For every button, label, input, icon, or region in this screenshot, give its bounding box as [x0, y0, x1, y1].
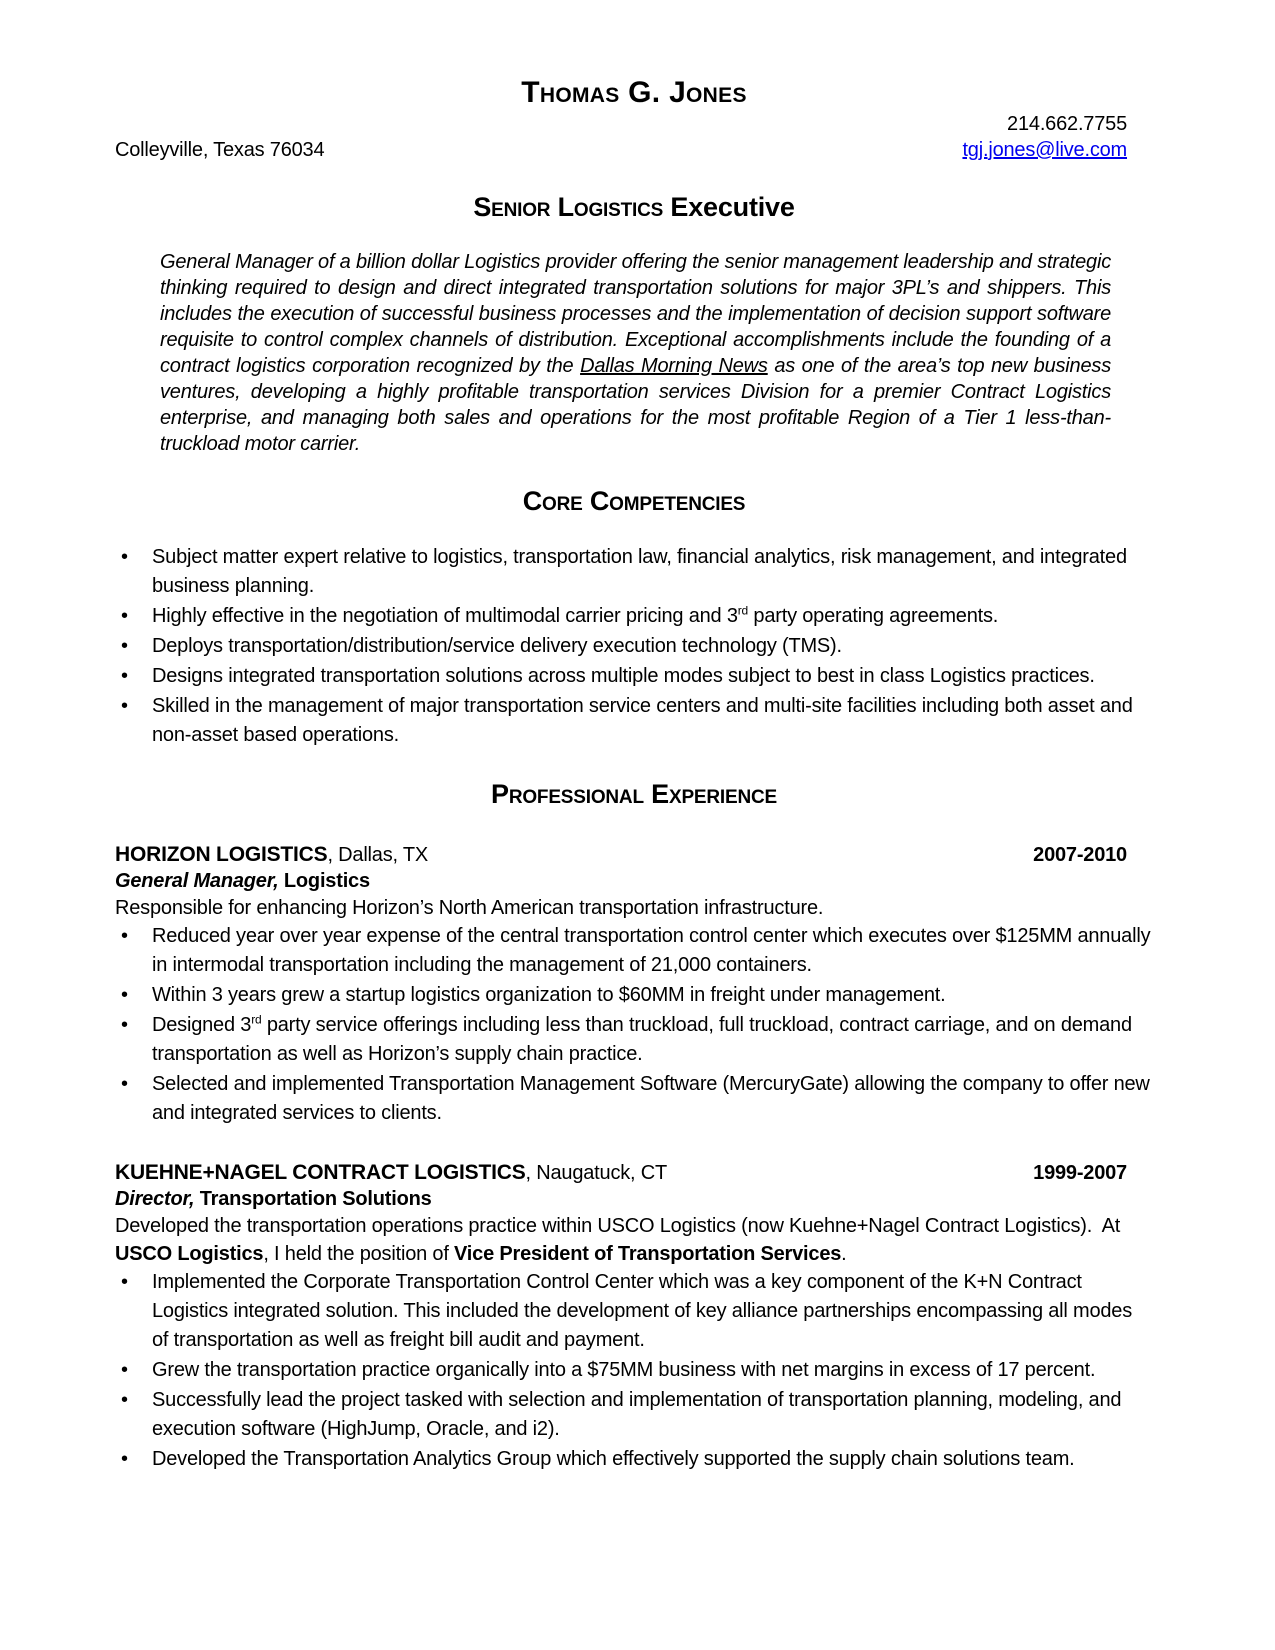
location-text: Colleyville, Texas 76034 — [115, 139, 325, 161]
bullet-icon: • — [121, 695, 128, 717]
contact-location-row — [115, 137, 1153, 163]
headline-rest: Executive — [663, 192, 795, 222]
list-item — [115, 922, 1153, 980]
bullet-text: Skilled in the management of major transportation service centers and multi-site facilities including both asset and non-asset based operations. — [152, 695, 1133, 746]
bullet-text: Subject matter expert relative to logistics, transportation law, financial analytics, risk management, and integrated business planning. — [152, 546, 1127, 597]
job-header-row — [115, 842, 1153, 868]
bullet-text: Reduced year over year expense of the central transportation control center which executes over $125MM annually in intermodal transportation including the management of 21,000 containers. — [152, 925, 1151, 976]
bullet-icon: • — [121, 1271, 128, 1293]
company-location: , Naugatuck, CT — [525, 1162, 668, 1184]
phone-number: 214.662.7755 — [1007, 113, 1127, 135]
bullet-text: Successfully lead the project tasked with selection and implementation of transportation planning, modeling, and execution software (HighJump, Oracle, and i2). — [152, 1389, 1122, 1440]
summary-paragraph — [160, 249, 1111, 457]
job-entry — [115, 842, 1153, 1128]
list-item — [115, 1011, 1153, 1069]
section-heading-professional-experience: Professional Experience — [491, 779, 777, 809]
list-item — [115, 1268, 1153, 1355]
contact-phone-row — [115, 111, 1153, 137]
job-title-dept: Logistics — [278, 870, 370, 892]
bullet-icon: • — [121, 1073, 128, 1095]
job-entry — [115, 1160, 1153, 1474]
person-name: Thomas G. Jones — [521, 76, 747, 109]
list-item — [115, 632, 1153, 661]
job-title: Director, — [115, 1188, 195, 1210]
section-heading-core-competencies: Core Competencies — [522, 486, 746, 516]
bullet-text: Highly effective in the negotiation of multimodal carrier pricing and 3rd party operating agreements. — [152, 603, 999, 627]
list-item — [115, 692, 1153, 750]
bullet-icon: • — [121, 605, 128, 627]
bullet-text: Within 3 years grew a startup logistics organization to $60MM in freight under management. — [152, 984, 946, 1006]
job-header-row — [115, 1160, 1153, 1186]
list-item — [115, 662, 1153, 691]
company-name: KUEHNE+NAGEL CONTRACT LOGISTICS — [115, 1161, 526, 1184]
bullet-icon: • — [121, 1389, 128, 1411]
headline-smallcaps: Senior Logistics — [473, 192, 664, 222]
bullet-icon: • — [121, 1014, 128, 1036]
bullet-icon: • — [121, 546, 128, 568]
job-bullets-list — [115, 922, 1153, 1128]
bullet-text: Designed 3rd party service offerings including less than truckload, full truckload, contract carriage, and on demand transportation as well as Horizon’s supply chain practice. — [152, 1012, 1132, 1065]
list-item — [115, 543, 1153, 601]
job-title-line — [115, 1186, 1153, 1212]
email-link[interactable]: tgj.jones@live.com — [962, 139, 1127, 161]
list-item — [115, 602, 1153, 631]
bullet-text: Grew the transportation practice organically into a $75MM business with net margins in excess of 17 percent. — [152, 1359, 1096, 1381]
core-competencies-list — [115, 543, 1153, 750]
bullet-icon: • — [121, 635, 128, 657]
bullet-text: Selected and implemented Transportation Management Software (MercuryGate) allowing the company to offer new and integrated services to clients. — [152, 1073, 1150, 1124]
summary-text-after: as one of the area’s top new business ventures, developing a highly profitable transportation services Division for a premier Contract Logistics enterprise, and managing both sales and operations for the most profitable Region of a Tier 1 less-than-truckload motor carrier. — [160, 355, 1111, 455]
bullet-icon: • — [121, 665, 128, 687]
bullet-text: Developed the Transportation Analytics Group which effectively supported the supply chain solutions team. — [152, 1448, 1075, 1470]
bullet-icon: • — [121, 1359, 128, 1381]
headline-title — [115, 191, 1153, 223]
job-dates: 1999-2007 — [1033, 1162, 1127, 1184]
bullet-text: Designs integrated transportation solutions across multiple modes subject to best in class Logistics practices. — [152, 665, 1095, 687]
list-item — [115, 1356, 1153, 1385]
summary-text-before: General Manager of a billion dollar Logistics provider offering the senior management leadership and strategic thinking required to design and direct integrated transportation solutions for major 3PL’s and shippers. This includes the execution of successful business processes and the implementation of decision support software requisite to control complex channels of distribution. Exceptional accomplishments include the founding of a contract logistics corporation recognized by the — [160, 251, 1111, 377]
bullet-icon: • — [121, 984, 128, 1006]
bullet-text: Deploys transportation/distribution/service delivery execution technology (TMS). — [152, 635, 842, 657]
list-item — [115, 1070, 1153, 1128]
list-item — [115, 1386, 1153, 1444]
list-item — [115, 981, 1153, 1010]
company-location: , Dallas, TX — [327, 844, 429, 866]
job-dates: 2007-2010 — [1033, 844, 1127, 866]
dallas-morning-news-underlined: Dallas Morning News — [580, 355, 768, 377]
list-item — [115, 1445, 1153, 1474]
experience-entries — [115, 842, 1153, 1474]
bullet-icon: • — [121, 1448, 128, 1470]
company-line — [115, 1160, 667, 1186]
company-line — [115, 842, 428, 868]
job-intro: Developed the transportation operations practice within USCO Logistics (now Kuehne+Nagel Contract Logistics). At USCO Logistics, I held the position of Vice President of Transportation Services. — [115, 1215, 1126, 1265]
job-title: General Manager, — [115, 870, 279, 892]
bullet-icon: • — [121, 925, 128, 947]
job-title-line — [115, 868, 1153, 894]
company-name: HORIZON LOGISTICS — [115, 843, 328, 866]
job-bullets-list — [115, 1268, 1153, 1474]
job-title-dept: Transportation Solutions — [194, 1188, 432, 1210]
bullet-text: Implemented the Corporate Transportation Control Center which was a key component of the K+N Contract Logistics integrated solution. This included the development of key alliance partnerships encompassing all modes of transportation as well as freight bill audit and payment. — [152, 1271, 1133, 1351]
job-intro: Responsible for enhancing Horizon’s North American transportation infrastructure. — [115, 897, 824, 919]
